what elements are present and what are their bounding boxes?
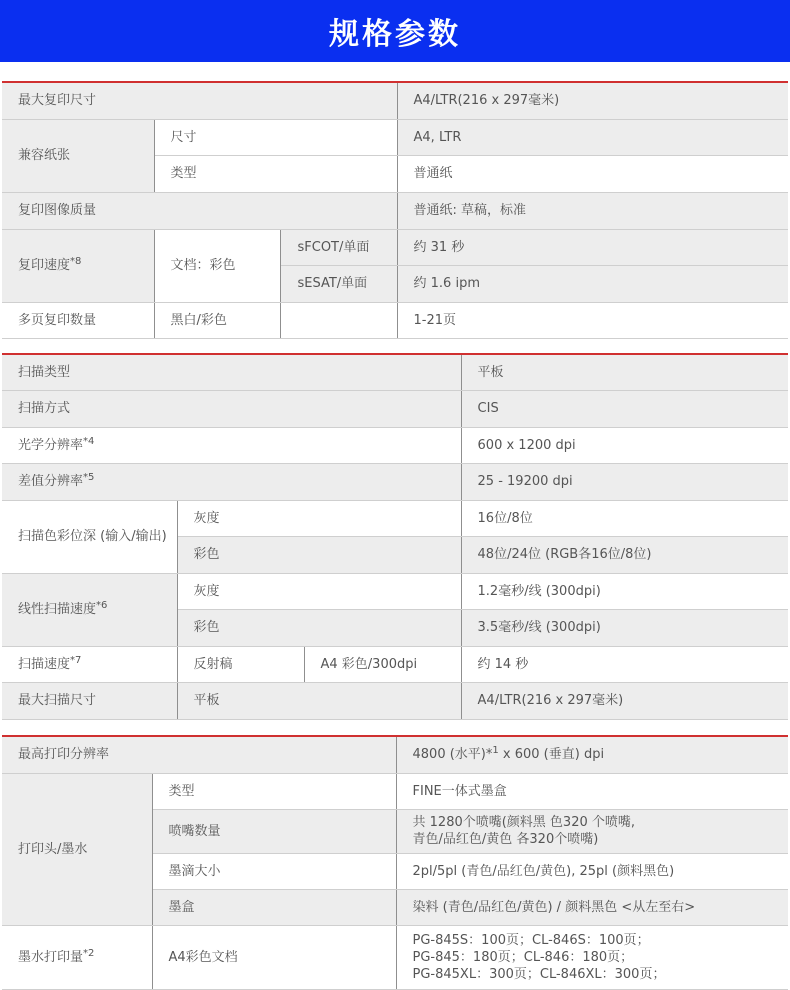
table-row [2, 354, 788, 390]
footnote-mark: *5 [83, 472, 95, 483]
copy-spec-table [2, 81, 788, 339]
spec-value: A4/LTR(216 x 297毫米) [461, 682, 788, 719]
spec-value: A4, LTR [397, 119, 788, 155]
spec-sublabel: 彩色 [177, 536, 461, 573]
spec-value: CIS [461, 390, 788, 427]
spec-sublabel: 彩色 [177, 609, 461, 646]
table-row [2, 682, 788, 719]
spec-value: 4800 (水平)*$^1$ x 600 (垂直) dpi [396, 736, 788, 773]
spec-sublabel: 黑白/彩色 [154, 302, 280, 338]
spec-sublabel: 灰度 [177, 573, 461, 609]
spec-value: 共 1280个喷嘴(颜料黑 色320 个喷嘴, 青色/品红色/黄色 各320个喷嘴) [396, 809, 788, 853]
footnote-mark: 1 [492, 745, 499, 757]
spec-sublabel: 喷嘴数量 [152, 809, 396, 853]
spec-sublabel: 墨滴大小 [152, 853, 396, 889]
table-row [2, 500, 788, 536]
spec-value: 普通纸 [397, 155, 788, 192]
page-title: 规格参数 [329, 17, 461, 52]
spec-value: PG-845S：100页；CL-846S：100页； PG-845：180页；CL-846：180页； PG-845XL：300页；CL-846XL：300页； [396, 925, 788, 989]
spec-sublabel: 文档：彩色 [154, 229, 280, 302]
spec-sublabel: 类型 [154, 155, 397, 192]
table-row [2, 925, 788, 989]
spec-value: 普通纸: 草稿，标准 [397, 192, 788, 229]
spec-label: 扫描方式 [2, 390, 461, 427]
table-row [2, 119, 788, 155]
spec-value: 25 - 19200 dpi [461, 463, 788, 500]
spec-sublabel: sESAT/单面 [280, 265, 397, 302]
spec-value: 1.2毫秒/线 (300dpi) [461, 573, 788, 609]
footnote-mark: *2 [83, 947, 95, 959]
table-row [2, 390, 788, 427]
spec-label: 兼容纸张 [2, 119, 154, 192]
spec-label: 最大复印尺寸 [2, 82, 397, 119]
footnote-mark: *6 [96, 600, 108, 611]
spec-label: 最高打印分辨率 [2, 736, 396, 773]
spec-label: 复印速度$^{*8}$ [2, 229, 154, 302]
spec-sublabel: A4 彩色/300dpi [304, 646, 461, 682]
spec-label: 光学分辨率$^{*4}$ [2, 427, 461, 463]
spec-sublabel: 类型 [152, 773, 396, 809]
footnote-mark: *4 [83, 435, 95, 447]
table-row [2, 229, 788, 265]
table-row [2, 82, 788, 119]
spec-value: 16位/8位 [461, 500, 788, 536]
spec-value: 约 31 秒 [397, 229, 788, 265]
table-row [2, 463, 788, 500]
table-row [2, 427, 788, 463]
spec-value: FINE一体式墨盒 [396, 773, 788, 809]
header-banner [0, 0, 790, 62]
spec-value: 48位/24位 (RGB各16位/8位) [461, 536, 788, 573]
spec-label: 复印图像质量 [2, 192, 397, 229]
table-row [2, 573, 788, 609]
spec-value: 约 14 秒 [461, 646, 788, 682]
spec-sublabel: 平板 [177, 682, 461, 719]
spec-sublabel: 灰度 [177, 500, 461, 536]
spec-label: 扫描色彩位深 (输入/输出) [2, 500, 177, 573]
footnote-mark: *8 [70, 256, 82, 267]
spec-value: 600 x 1200 dpi [461, 427, 788, 463]
table-row [2, 773, 788, 809]
table-row [2, 192, 788, 229]
footnote-mark: *7 [70, 654, 82, 666]
spec-label: 差值分辨率$^{*5}$ [2, 463, 461, 500]
spec-label: 最大扫描尺寸 [2, 682, 177, 719]
spec-value: 2pl/5pl (青色/品红色/黄色), 25pl (颜料黑色) [396, 853, 788, 889]
scan-spec-table [2, 353, 788, 720]
table-row [2, 646, 788, 682]
spec-label: 扫描类型 [2, 354, 461, 390]
table-row [2, 302, 788, 338]
table-row [2, 736, 788, 773]
spec-label: 线性扫描速度$^{*6}$ [2, 573, 177, 646]
spec-value: 约 1.6 ipm [397, 265, 788, 302]
spec-sublabel: A4彩色文档 [152, 925, 396, 989]
spec-value: 1-21页 [397, 302, 788, 338]
spec-label: 打印头/墨水 [2, 773, 152, 925]
spec-sublabel: 反射稿 [177, 646, 304, 682]
spec-value: A4/LTR(216 x 297毫米) [397, 82, 788, 119]
print-spec-table [2, 735, 788, 990]
spec-sublabel: 墨盒 [152, 889, 396, 925]
spec-value: 染料 (青色/品红色/黄色) / 颜料黑色 <从左至右> [396, 889, 788, 925]
spec-sublabel: sFCOT/单面 [280, 229, 397, 265]
spec-label: 多页复印数量 [2, 302, 154, 338]
spec-label: 墨水打印量$^{*2}$ [2, 925, 152, 989]
spec-label: 扫描速度$^{*7}$ [2, 646, 177, 682]
spec-value: 3.5毫秒/线 (300dpi) [461, 609, 788, 646]
spec-sublabel: 尺寸 [154, 119, 397, 155]
spec-value: 平板 [461, 354, 788, 390]
empty-cell [280, 302, 397, 338]
